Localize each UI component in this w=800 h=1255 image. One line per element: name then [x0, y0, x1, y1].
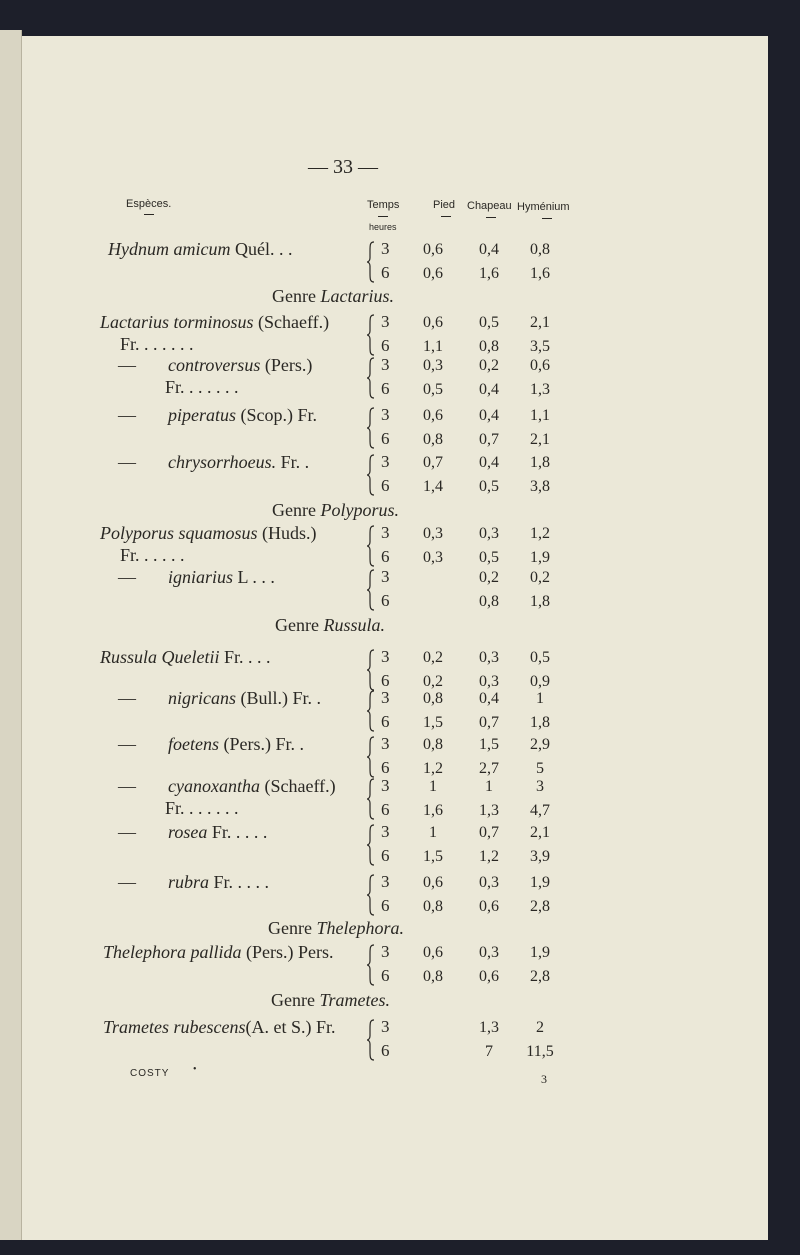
stem-value: 1,2 [423, 760, 443, 777]
stem-value: 0,6 [423, 407, 443, 424]
cap-value: 0,4 [479, 454, 499, 471]
species-epithet: nigricans [168, 688, 237, 708]
header-hymenium-dash [542, 218, 552, 219]
time-brace [366, 944, 375, 986]
time-value: 3 [381, 776, 390, 795]
header-time-dash [378, 216, 388, 217]
hymenium-value: 0,9 [530, 673, 550, 690]
species-binomial: Trametes rubescens [103, 1017, 246, 1037]
time-value: 3 [381, 942, 390, 961]
species-epithet: piperatus [168, 405, 237, 425]
stem-value: 0,6 [423, 874, 443, 891]
time-value: 6 [381, 671, 390, 690]
hymenium-value: 11,5 [526, 1043, 554, 1060]
species-epithet: chrysorrhoeus. [168, 452, 277, 472]
species-binomial: Hydnum amicum [108, 239, 231, 259]
stem-value: 0,8 [423, 968, 443, 985]
species-authority-continued: Fr. . . . . . . [165, 377, 239, 397]
species-name [103, 942, 334, 963]
footer-sheet-number: 3 [541, 1072, 547, 1086]
species-authority: (Pers.) Pers. [241, 942, 334, 962]
hymenium-value: 3,8 [530, 478, 550, 495]
species-authority: Fr. . [276, 452, 310, 472]
genre-heading [272, 500, 399, 521]
species-name [100, 688, 321, 709]
hymenium-value: 0,5 [530, 649, 550, 666]
time-brace [366, 824, 375, 866]
header-cap: Chapeau [467, 200, 512, 212]
header-cap-dash [486, 217, 496, 218]
species-authority: (Scop.) Fr. [236, 405, 318, 425]
cap-value: 0,7 [479, 714, 499, 731]
hymenium-value: 2,1 [530, 314, 550, 331]
time-brace [366, 874, 375, 916]
hymenium-value: 1,1 [530, 407, 550, 424]
species-authority: (Bull.) Fr. . [236, 688, 322, 708]
hymenium-value: 4,7 [530, 802, 550, 819]
header-species-dash [144, 214, 154, 215]
hymenium-value: 1,6 [530, 265, 550, 282]
stem-value: 0,6 [423, 314, 443, 331]
hymenium-value: 3,9 [530, 848, 550, 865]
header-species: Espèces. [126, 198, 172, 210]
species-name [100, 567, 275, 588]
cap-value: 1,3 [479, 1019, 499, 1036]
species-epithet: cyanoxantha [168, 776, 260, 796]
hymenium-value: 2 [536, 1019, 544, 1036]
species-epithet: controversus [168, 355, 261, 375]
species-authority: L . . . [233, 567, 275, 587]
stem-value: 0,6 [423, 265, 443, 282]
species-authority: Quél. . . [230, 239, 293, 259]
page [22, 36, 768, 1240]
species-authority: (Huds.) [257, 523, 317, 543]
adjacent-page-edge [0, 30, 22, 1240]
stem-value: 1,5 [423, 848, 443, 865]
header-stem: Pied [433, 199, 456, 211]
species-name [100, 523, 317, 544]
stem-value: 1 [429, 778, 437, 795]
time-brace [366, 690, 375, 732]
time-brace [366, 1019, 375, 1061]
time-value: 6 [381, 591, 390, 610]
species-name [100, 312, 329, 333]
cap-value: 0,7 [479, 824, 499, 841]
time-value: 6 [381, 263, 390, 282]
time-brace [366, 407, 375, 449]
cap-value: 0,8 [479, 593, 499, 610]
time-value: 6 [381, 966, 390, 985]
cap-value: 1,5 [479, 736, 499, 753]
species-authority: (A. et S.) Fr. [245, 1017, 336, 1037]
genre-label: Genre [268, 918, 317, 938]
genre-heading [271, 990, 390, 1011]
cap-value: 0,3 [479, 874, 499, 891]
stem-value: 0,5 [423, 381, 443, 398]
stem-value: 0,7 [423, 454, 443, 471]
time-value: 3 [381, 647, 390, 666]
hymenium-value: 1,9 [530, 944, 550, 961]
cap-value: 0,3 [479, 649, 499, 666]
hymenium-value: 0,2 [530, 569, 550, 586]
species-authority: (Schaeff.) [253, 312, 330, 332]
time-value: 3 [381, 239, 390, 258]
time-value: 3 [381, 567, 390, 586]
species-epithet: rosea [168, 822, 208, 842]
cap-value: 0,8 [479, 338, 499, 355]
species-name [108, 239, 292, 260]
time-value: 6 [381, 712, 390, 731]
hymenium-value: 2,8 [530, 968, 550, 985]
species-binomial: Thelephora pallida [103, 942, 242, 962]
time-brace [366, 569, 375, 611]
genre-name: Russula. [323, 615, 385, 635]
time-brace [366, 649, 375, 691]
species-name [100, 452, 309, 473]
stem-value: 0,3 [423, 525, 443, 542]
species-authority: Fr. . . . [219, 647, 271, 667]
genre-label: Genre [275, 615, 324, 635]
stem-value: 0,8 [423, 898, 443, 915]
stem-value: 0,6 [423, 241, 443, 258]
genre-name: Trametes. [319, 990, 390, 1010]
hymenium-value: 1,8 [530, 454, 550, 471]
time-value: 6 [381, 758, 390, 777]
genre-heading [268, 918, 404, 939]
cap-value: 0,7 [479, 431, 499, 448]
cap-value: 1,3 [479, 802, 499, 819]
stem-value: 0,3 [423, 549, 443, 566]
footer-mark: • [193, 1064, 197, 1075]
genre-heading [275, 615, 385, 636]
time-value: 3 [381, 523, 390, 542]
species-binomial: Lactarius torminosus [100, 312, 254, 332]
cap-value: 0,6 [479, 898, 499, 915]
species-name [100, 776, 336, 797]
cap-value: 1,2 [479, 848, 499, 865]
ditto-dash: — [118, 822, 136, 842]
time-value: 3 [381, 734, 390, 753]
stem-value: 1,1 [423, 338, 443, 355]
stem-value: 0,8 [423, 736, 443, 753]
time-value: 6 [381, 547, 390, 566]
time-brace [366, 736, 375, 778]
time-brace [366, 241, 375, 283]
cap-value: 1,6 [479, 265, 499, 282]
species-name [103, 1017, 336, 1038]
genre-name: Thelephora. [316, 918, 404, 938]
ditto-dash: — [118, 355, 136, 375]
ditto-dash: — [118, 734, 136, 754]
hymenium-value: 2,8 [530, 898, 550, 915]
time-brace [366, 454, 375, 496]
hymenium-value: 3,5 [530, 338, 550, 355]
genre-label: Genre [272, 500, 321, 520]
stem-value: 0,2 [423, 649, 443, 666]
time-value: 3 [381, 355, 390, 374]
species-name [100, 872, 269, 893]
footer-signature: COSTY [130, 1068, 170, 1079]
species-authority-continued: Fr. . . . . . . [165, 798, 239, 818]
header-hymenium: Hyménium [517, 201, 570, 213]
cap-value: 0,3 [479, 944, 499, 961]
cap-value: 7 [485, 1043, 493, 1060]
ditto-dash: — [118, 688, 136, 708]
stem-value: 1,6 [423, 802, 443, 819]
time-brace [366, 314, 375, 356]
header-time: Temps [367, 199, 400, 211]
species-authority: Fr. . . . . [207, 822, 268, 842]
cap-value: 0,5 [479, 549, 499, 566]
hymenium-value: 1,2 [530, 525, 550, 542]
hymenium-value: 1,9 [530, 549, 550, 566]
time-value: 6 [381, 429, 390, 448]
hymenium-value: 1,9 [530, 874, 550, 891]
time-brace [366, 525, 375, 567]
stem-value: 1,4 [423, 478, 443, 495]
hymenium-value: 1,8 [530, 593, 550, 610]
species-authority-continued: Fr. . . . . . [120, 545, 185, 565]
cap-value: 0,5 [479, 478, 499, 495]
cap-value: 1 [485, 778, 493, 795]
cap-value: 0,3 [479, 525, 499, 542]
cap-value: 0,4 [479, 381, 499, 398]
time-value: 6 [381, 476, 390, 495]
stem-value: 1,5 [423, 714, 443, 731]
cap-value: 0,4 [479, 407, 499, 424]
time-value: 3 [381, 405, 390, 424]
hymenium-value: 3 [536, 778, 544, 795]
ditto-dash: — [118, 405, 136, 425]
hymenium-value: 2,9 [530, 736, 550, 753]
time-value: 3 [381, 822, 390, 841]
cap-value: 2,7 [479, 760, 499, 777]
stem-value: 0,8 [423, 431, 443, 448]
time-value: 6 [381, 896, 390, 915]
time-value: 6 [381, 379, 390, 398]
hymenium-value: 1 [536, 690, 544, 707]
species-authority: (Schaeff.) [259, 776, 336, 796]
ditto-dash: — [118, 776, 136, 796]
stem-value: 0,6 [423, 944, 443, 961]
time-brace [366, 778, 375, 820]
time-value: 6 [381, 1041, 390, 1060]
genre-name: Polyporus. [320, 500, 399, 520]
time-value: 3 [381, 1017, 390, 1036]
page-number: — 33 — [308, 156, 378, 178]
species-name [100, 405, 317, 426]
cap-value: 0,2 [479, 569, 499, 586]
hymenium-value: 2,1 [530, 431, 550, 448]
time-value: 3 [381, 312, 390, 331]
cap-value: 0,3 [479, 673, 499, 690]
stem-value: 0,8 [423, 690, 443, 707]
genre-label: Genre [272, 286, 321, 306]
header-time-unit: heures [369, 222, 397, 232]
species-epithet: igniarius [168, 567, 234, 587]
species-binomial: Russula Queletii [100, 647, 220, 667]
cap-value: 0,2 [479, 357, 499, 374]
hymenium-value: 0,6 [530, 357, 550, 374]
time-value: 3 [381, 452, 390, 471]
cap-value: 0,4 [479, 690, 499, 707]
species-epithet: rubra [168, 872, 210, 892]
hymenium-value: 1,8 [530, 714, 550, 731]
species-binomial: Polyporus squamosus [100, 523, 258, 543]
stem-value: 0,3 [423, 357, 443, 374]
header-stem-dash [441, 216, 451, 217]
cap-value: 0,6 [479, 968, 499, 985]
genre-label: Genre [271, 990, 320, 1010]
species-name [100, 734, 304, 755]
hymenium-value: 0,8 [530, 241, 550, 258]
species-authority: (Pers.) [260, 355, 313, 375]
species-authority: Fr. . . . . [209, 872, 270, 892]
cap-value: 0,5 [479, 314, 499, 331]
hymenium-value: 5 [536, 760, 544, 777]
stem-value: 0,2 [423, 673, 443, 690]
cap-value: 0,4 [479, 241, 499, 258]
species-authority-continued: Fr. . . . . . . [120, 334, 194, 354]
species-name [100, 355, 312, 376]
species-authority: (Pers.) Fr. . [219, 734, 304, 754]
time-value: 6 [381, 800, 390, 819]
species-epithet: foetens [168, 734, 219, 754]
time-brace [366, 357, 375, 399]
time-value: 6 [381, 336, 390, 355]
stem-value: 1 [429, 824, 437, 841]
ditto-dash: — [118, 567, 136, 587]
species-name [100, 822, 267, 843]
time-value: 3 [381, 872, 390, 891]
hymenium-value: 2,1 [530, 824, 550, 841]
time-value: 3 [381, 688, 390, 707]
genre-name: Lactarius. [320, 286, 394, 306]
hymenium-value: 1,3 [530, 381, 550, 398]
ditto-dash: — [118, 872, 136, 892]
ditto-dash: — [118, 452, 136, 472]
genre-heading [272, 286, 394, 307]
species-name [100, 647, 271, 668]
time-value: 6 [381, 846, 390, 865]
